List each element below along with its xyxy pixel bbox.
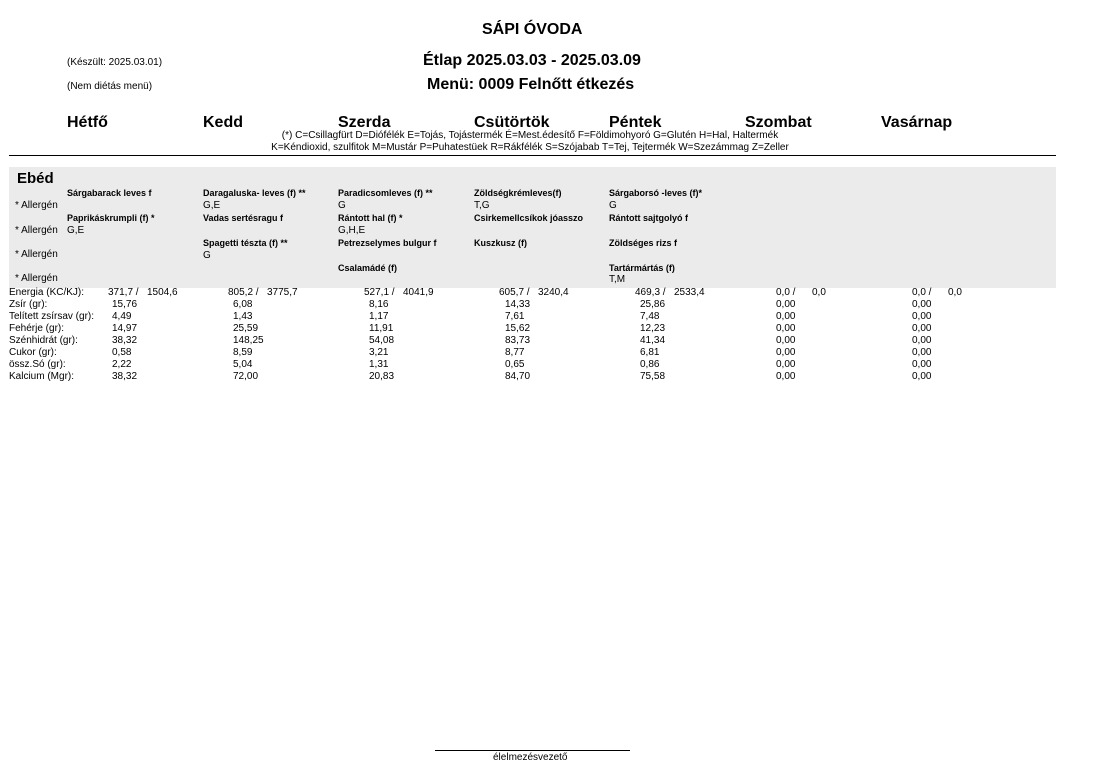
dish-mon-2: Paprikáskrumpli (f) * — [67, 213, 155, 223]
dish-fri-3: Zöldséges rizs f — [609, 238, 678, 248]
energy-kj-fri: 2533,4 — [674, 287, 705, 298]
nutrition-label-carbs: Szénhidrát (gr): — [9, 335, 78, 346]
nutrition-label-protein: Fehérje (gr): — [9, 323, 65, 334]
menu-type: (Nem diétás menü) — [67, 81, 153, 92]
energy-kj-wed: 4041,9 — [403, 287, 434, 298]
allergen-label: * Allergén — [15, 200, 58, 211]
nutrition-value-wed: 1,17 — [369, 311, 389, 322]
day-friday: Péntek — [609, 114, 662, 131]
allergen-tue-1: G,E — [203, 200, 221, 211]
nutrition-value-wed: 3,21 — [369, 347, 389, 358]
nutrition-value-tue: 25,59 — [233, 323, 259, 334]
energy-kj-mon: 1504,6 — [147, 287, 178, 298]
dish-tue-2: Vadas sertésragu f — [203, 213, 284, 223]
allergen-label: * Allergén — [15, 249, 58, 260]
dish-thu-2: Csirkemellcsíkok jóasszo — [474, 213, 584, 223]
nutrition-label-energy: Energia (KC/KJ): — [9, 287, 85, 298]
day-thursday: Csütörtök — [474, 114, 550, 131]
dish-wed-4: Csalamádé (f) — [338, 263, 398, 273]
nutrition-value-thu: 84,70 — [505, 371, 531, 382]
menu-name: Menü: 0009 Felnőtt étkezés — [427, 76, 635, 93]
energy-kj-thu: 3240,4 — [538, 287, 569, 298]
allergen-fri-1: G — [609, 200, 617, 211]
allergen-label: * Allergén — [15, 225, 58, 236]
nutrition-value-wed: 8,16 — [369, 299, 389, 310]
allergen-wed-2: G,H,E — [338, 225, 366, 236]
allergen-thu-1: T,G — [474, 200, 490, 211]
dish-tue-1: Daragaluska- leves (f) ** — [203, 188, 306, 198]
nutrition-value-thu: 14,33 — [505, 299, 531, 310]
nutrition-value-mon: 2,22 — [112, 359, 132, 370]
nutrition-value-fri: 12,23 — [640, 323, 666, 334]
nutrition-label-salt: össz.Só (gr): — [9, 359, 66, 370]
day-monday: Hétfő — [67, 114, 108, 131]
energy-kc-wed: 527,1 / — [364, 287, 395, 298]
dish-tue-3: Spagetti tészta (f) ** — [203, 238, 288, 248]
nutrition-label-calcium: Kalcium (Mgr): — [9, 371, 75, 382]
nutrition-value-tue: 8,59 — [233, 347, 253, 358]
section-title: Ebéd — [17, 170, 54, 187]
allergen-label: * Allergén — [15, 273, 58, 284]
allergen-legend-line-2: K=Kéndioxid, szulfitok M=Mustár P=Puhatestüek R=Rákfélék S=Szójabab T=Tej, Tejtermék W=Szezámmag Z=Zeller — [271, 142, 789, 153]
energy-kj-tue: 3775,7 — [267, 287, 298, 298]
signature-line — [435, 750, 630, 751]
allergen-mon-2: G,E — [67, 225, 85, 236]
nutrition-value-sat: 0,00 — [776, 371, 796, 382]
nutrition-value-wed: 1,31 — [369, 359, 389, 370]
nutrition-value-sun: 0,00 — [912, 359, 932, 370]
energy-kj-sat: 0,0 — [812, 287, 826, 298]
dish-wed-1: Paradicsomleves (f) ** — [338, 188, 433, 198]
day-saturday: Szombat — [745, 114, 812, 131]
nutrition-value-wed: 54,08 — [369, 335, 395, 346]
energy-kc-thu: 605,7 / — [499, 287, 530, 298]
created-date: (Készült: 2025.03.01) — [67, 57, 163, 68]
nutrition-value-mon: 0,58 — [112, 347, 132, 358]
nutrition-value-mon: 14,97 — [112, 323, 138, 334]
nutrition-value-sat: 0,00 — [776, 311, 796, 322]
nutrition-value-sun: 0,00 — [912, 347, 932, 358]
nutrition-value-thu: 0,65 — [505, 359, 525, 370]
nutrition-value-sun: 0,00 — [912, 323, 932, 334]
allergen-fri-4: T,M — [609, 274, 626, 285]
dish-thu-3: Kuszkusz (f) — [474, 238, 528, 248]
nutrition-value-tue: 5,04 — [233, 359, 253, 370]
energy-kc-sat: 0,0 / — [776, 287, 796, 298]
nutrition-label-saturated-fat: Telített zsírsav (gr): — [9, 311, 95, 322]
nutrition-value-sat: 0,00 — [776, 299, 796, 310]
nutrition-value-sat: 0,00 — [776, 347, 796, 358]
nutrition-value-mon: 15,76 — [112, 299, 138, 310]
energy-kc-fri: 469,3 / — [635, 287, 666, 298]
dish-thu-1: Zöldségkrémleves(f) — [474, 188, 562, 198]
nutrition-label-sugar: Cukor (gr): — [9, 347, 57, 358]
menu-period: Étlap 2025.03.03 - 2025.03.09 — [423, 52, 641, 69]
nutrition-value-sun: 0,00 — [912, 299, 932, 310]
energy-kj-sun: 0,0 — [948, 287, 962, 298]
nutrition-value-tue: 72,00 — [233, 371, 259, 382]
nutrition-value-sun: 0,00 — [912, 311, 932, 322]
allergen-legend-line-1: (*) C=Csillagfürt D=Diófélék E=Tojás, Tojástermék É=Mest.édesítő F=Földimohyoró G=Glutén H=Hal, Haltermék — [281, 130, 779, 141]
signature-label: élelmezésvezető — [493, 752, 568, 763]
nutrition-value-thu: 8,77 — [505, 347, 525, 358]
dish-wed-2: Rántott hal (f) * — [338, 213, 403, 223]
dish-mon-1: Sárgabarack leves f — [67, 188, 152, 198]
day-wednesday: Szerda — [338, 114, 391, 131]
nutrition-value-tue: 148,25 — [233, 335, 264, 346]
nutrition-value-sun: 0,00 — [912, 335, 932, 346]
dish-fri-1: Sárgaborsó -leves (f)* — [609, 188, 703, 198]
header-divider — [9, 155, 1056, 156]
nutrition-value-mon: 4,49 — [112, 311, 132, 322]
allergen-wed-1: G — [338, 200, 346, 211]
lunch-block — [9, 167, 1056, 288]
dish-wed-3: Petrezselymes bulgur f — [338, 238, 437, 248]
nutrition-value-fri: 7,48 — [640, 311, 660, 322]
allergen-tue-3: G — [203, 250, 211, 261]
nutrition-value-thu: 15,62 — [505, 323, 531, 334]
dish-fri-4: Tartármártás (f) — [609, 263, 675, 273]
day-tuesday: Kedd — [203, 114, 243, 131]
nutrition-value-sat: 0,00 — [776, 359, 796, 370]
school-title: SÁPI ÓVODA — [482, 21, 583, 38]
nutrition-value-thu: 83,73 — [505, 335, 531, 346]
nutrition-value-wed: 20,83 — [369, 371, 395, 382]
energy-kc-mon: 371,7 / — [108, 287, 139, 298]
nutrition-value-sun: 0,00 — [912, 371, 932, 382]
nutrition-value-sat: 0,00 — [776, 323, 796, 334]
nutrition-value-fri: 41,34 — [640, 335, 666, 346]
nutrition-value-fri: 25,86 — [640, 299, 666, 310]
nutrition-value-mon: 38,32 — [112, 371, 138, 382]
day-sunday: Vasárnap — [881, 114, 953, 131]
dish-fri-2: Rántott sajtgolyó f — [609, 213, 688, 223]
nutrition-value-wed: 11,91 — [369, 323, 394, 334]
nutrition-value-fri: 75,58 — [640, 371, 666, 382]
energy-kc-sun: 0,0 / — [912, 287, 932, 298]
nutrition-value-tue: 1,43 — [233, 311, 253, 322]
energy-kc-tue: 805,2 / — [228, 287, 259, 298]
nutrition-value-mon: 38,32 — [112, 335, 138, 346]
nutrition-value-sat: 0,00 — [776, 335, 796, 346]
nutrition-value-fri: 0,86 — [640, 359, 660, 370]
nutrition-label-fat: Zsír (gr): — [9, 299, 48, 310]
nutrition-value-fri: 6,81 — [640, 347, 660, 358]
nutrition-value-tue: 6,08 — [233, 299, 253, 310]
nutrition-value-thu: 7,61 — [505, 311, 525, 322]
